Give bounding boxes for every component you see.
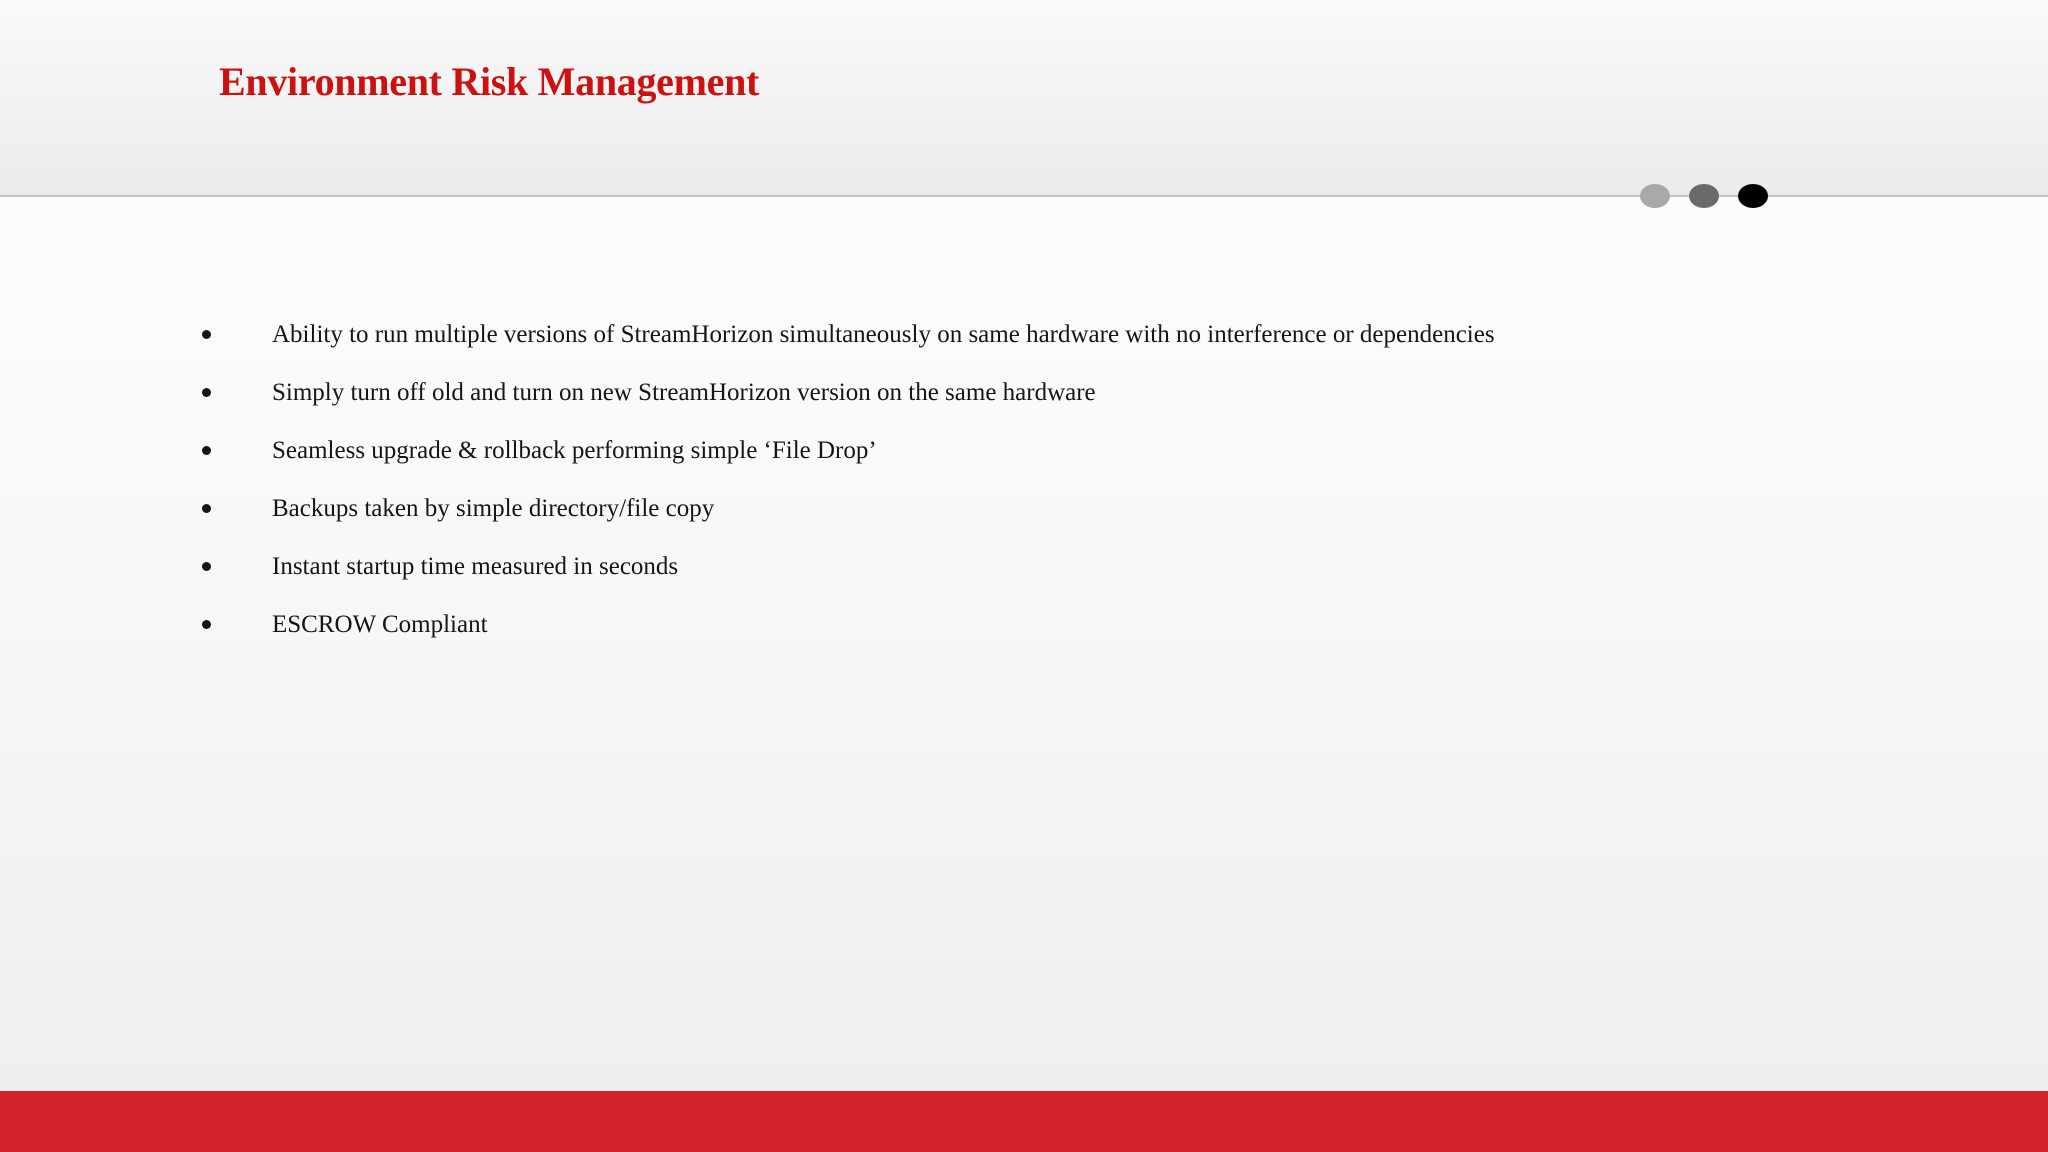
dot-dark-icon bbox=[1738, 184, 1768, 208]
dot-light-icon bbox=[1640, 184, 1670, 208]
list-item bbox=[195, 484, 1495, 542]
bullet-icon bbox=[202, 446, 211, 455]
list-item bbox=[195, 426, 1495, 484]
list-item bbox=[195, 542, 1495, 600]
bullet-icon bbox=[202, 330, 211, 339]
progress-dots bbox=[1640, 184, 1770, 210]
footer-band bbox=[0, 1091, 2048, 1152]
bullet-icon bbox=[202, 562, 211, 571]
list-item bbox=[195, 368, 1495, 426]
list-item bbox=[195, 600, 1495, 658]
bullet-text: Simply turn off old and turn on new StreamHorizon version on the same hardware bbox=[272, 379, 1096, 406]
bullet-icon bbox=[202, 388, 211, 397]
bullet-text: Ability to run multiple versions of StreamHorizon simultaneously on same hardware with no interference or dependencies bbox=[272, 321, 1495, 348]
dot-medium-icon bbox=[1689, 184, 1719, 208]
list-item bbox=[195, 310, 1495, 368]
bullet-icon bbox=[202, 620, 211, 629]
bullet-icon bbox=[202, 504, 211, 513]
bullet-text: Backups taken by simple directory/file copy bbox=[272, 495, 715, 522]
slide-title: Environment Risk Management bbox=[219, 59, 760, 104]
bullet-text: Seamless upgrade & rollback performing simple ‘File Drop’ bbox=[272, 437, 877, 464]
bullet-text: ESCROW Compliant bbox=[272, 611, 488, 638]
bullet-list bbox=[195, 310, 1495, 658]
bullet-text: Instant startup time measured in seconds bbox=[272, 553, 679, 580]
